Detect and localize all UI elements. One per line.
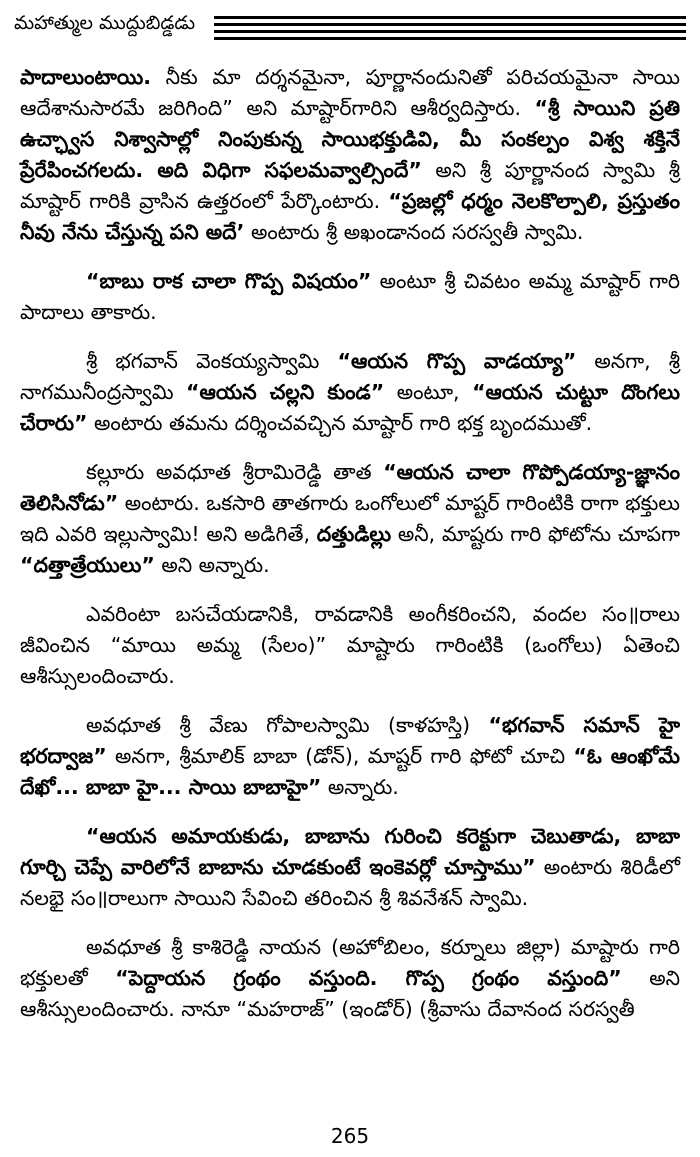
bold-text-run: “ఆయన చల్లని కుండ” — [186, 380, 385, 404]
bold-text-run: “ఆయన అమాయకుడు, బాబాను గురించి కరెక్టుగా చెబుతాడు, బాబా గూర్చి చెప్పే వారిలోనే బాబాను చూడకుంటే ఇంకెవర్లో చూస్తాము” — [20, 824, 680, 879]
bold-text-run: “పెద్దాయన గ్రంథం వస్తుంది. గొప్ప గ్రంథం వస్తుంది” — [115, 966, 622, 990]
text-run: అనీ, మాష్టరు గారి ఫోటోను చూపగా — [391, 522, 680, 546]
bold-text-run: “భగవాన్ సమాన్ హై భరద్వాజ” — [20, 713, 680, 768]
bold-text-run: “శ్రీ సాయిని ప్రతి ఉచ్ఛ్వాస నిశ్వాసాల్లో నింపుకున్న సాయిభక్తుడివి, మీ సంకల్పం విశ్వ శక్తినే ప్రేరేపించగలదు. అది విధిగా సఫలమవ్వాల్సిందే” — [20, 96, 680, 182]
page-number: 265 — [330, 1124, 370, 1148]
text-run: శ్రీ భగవాన్ వెంకయ్యస్వామి — [86, 349, 338, 373]
paragraph-2 — [20, 266, 680, 328]
text-run: కల్లూరు అవధూత శ్రీరామిరెడ్డి తాత — [86, 460, 384, 484]
paragraph-8 — [20, 932, 680, 1025]
header-rule — [214, 16, 686, 19]
header-rule — [214, 30, 686, 33]
paragraph-4 — [20, 457, 680, 581]
text-run: అంటూ శ్రీ చివటం అమ్మ మాష్టార్ గారి పాదాలు తాకారు. — [20, 269, 680, 324]
bold-text-run: “బాబు రాక చాలా గొప్ప విషయం” — [86, 269, 372, 293]
text-run: అవధూత శ్రీ కాశిరెడ్డి నాయన (అహోబిలం, కర్నూలు జిల్లా) మాష్టారు గారి భక్తులతో — [20, 935, 680, 990]
page-body — [20, 62, 680, 1025]
text-run: ఎవరింటా బసచేయడానికి, రావడానికి అంగీకరించని, వందల సం॥రాలు జీవించిన “మాయి అమ్మ (సేలం)” మాష్టారు గారింటికి (ఒంగోలు) ఏతెంచి ఆశీస్సులందించారు. — [20, 602, 680, 688]
bold-text-run: “ఓ ఆంఖోమే దేఖో... బాబా హై... సాయి బాబాహై” — [20, 744, 680, 799]
text-run: అవధూత శ్రీ వేణు గోపాలస్వామి (కాళహస్తి) — [86, 713, 489, 737]
bold-text-run: “దత్తాత్రేయులు” — [20, 553, 155, 577]
text-run: అంటారు. ఒకసారి తాతగారు ఒంగోలులో మాష్టర్ గారింటికి రాగా భక్తులు ఇది ఎవరి ఇల్లుస్వామి! అని అడిగితే, — [20, 491, 680, 546]
text-run: నీకు మా దర్శనమైనా, పూర్ణానందునితో పరిచయమైనా సాయి ఆదేశానుసారమే జరిగింది” అని మాష్టార్‌గారిని ఆశీర్వదిస్తారు. — [20, 65, 680, 120]
header-rule — [214, 37, 686, 40]
text-run: అని శ్రీ పూర్ణానంద స్వామి శ్రీ మాష్టార్ గారికి వ్రాసిన ఉత్తరంలో పేర్కొంటారు. — [20, 158, 680, 213]
text-run: అని అన్నారు. — [154, 553, 270, 577]
paragraph-5 — [20, 599, 680, 692]
bold-text-run: “ఆయన గొప్ప వాడయ్యా” — [337, 349, 577, 373]
paragraph-1 — [20, 62, 680, 248]
bold-text-run: “ప్రజల్లో ధర్మం నెలకొల్పాలి, ప్రస్తుతం నీవు నేను చేస్తున్న పని అదే’ — [20, 189, 681, 244]
text-run: అని ఆశీస్సులందించారు. నానూ “మహరాజ్” (ఇండోర్) (శ్రీవాసు దేవానంద సరస్వతీ — [20, 966, 680, 1021]
text-run: అంటారు శ్రీ అఖండానంద సరస్వతీ స్వామి. — [244, 220, 584, 244]
text-run: అంటారు తమను దర్శించవచ్చిన మాష్టార్ గారి భక్త బృందముతో. — [87, 411, 593, 435]
bold-text-run: దత్తుడిల్లు — [316, 522, 392, 546]
text-run: అన్నారు. — [321, 775, 399, 799]
text-run: అనగా, శ్రీమాలిక్ బాబా (డోన్), మాష్టర్ గారి ఫోటో చూచి — [106, 744, 574, 768]
paragraph-6 — [20, 710, 680, 803]
paragraph-7 — [20, 821, 680, 914]
bold-text-run: పాదాలుంటాయి. — [20, 65, 152, 89]
text-run: అంటారు శిరిడీలో నలభై సం॥రాలుగా సాయిని సేవించి తరించిన శ్రీ శివనేశన్ స్వామి. — [20, 855, 680, 910]
paragraph-3 — [20, 346, 680, 439]
header-rules — [214, 16, 686, 44]
bold-text-run: “ఆయన చాలా గొప్పోడయ్యా-జ్ఞానం తెలిసినోడు” — [20, 460, 680, 515]
bold-text-run: “ఆయన చుట్టూ దొంగలు చేరారు” — [20, 380, 680, 435]
running-title: మహాత్ముల ముద్దుబిడ్డడు — [14, 12, 196, 34]
page-header — [14, 10, 686, 54]
text-run: అనగా, శ్రీ నాగమునీంద్రస్వామి — [20, 349, 680, 404]
header-rule — [214, 23, 686, 26]
text-run: అంటూ, — [384, 380, 473, 404]
